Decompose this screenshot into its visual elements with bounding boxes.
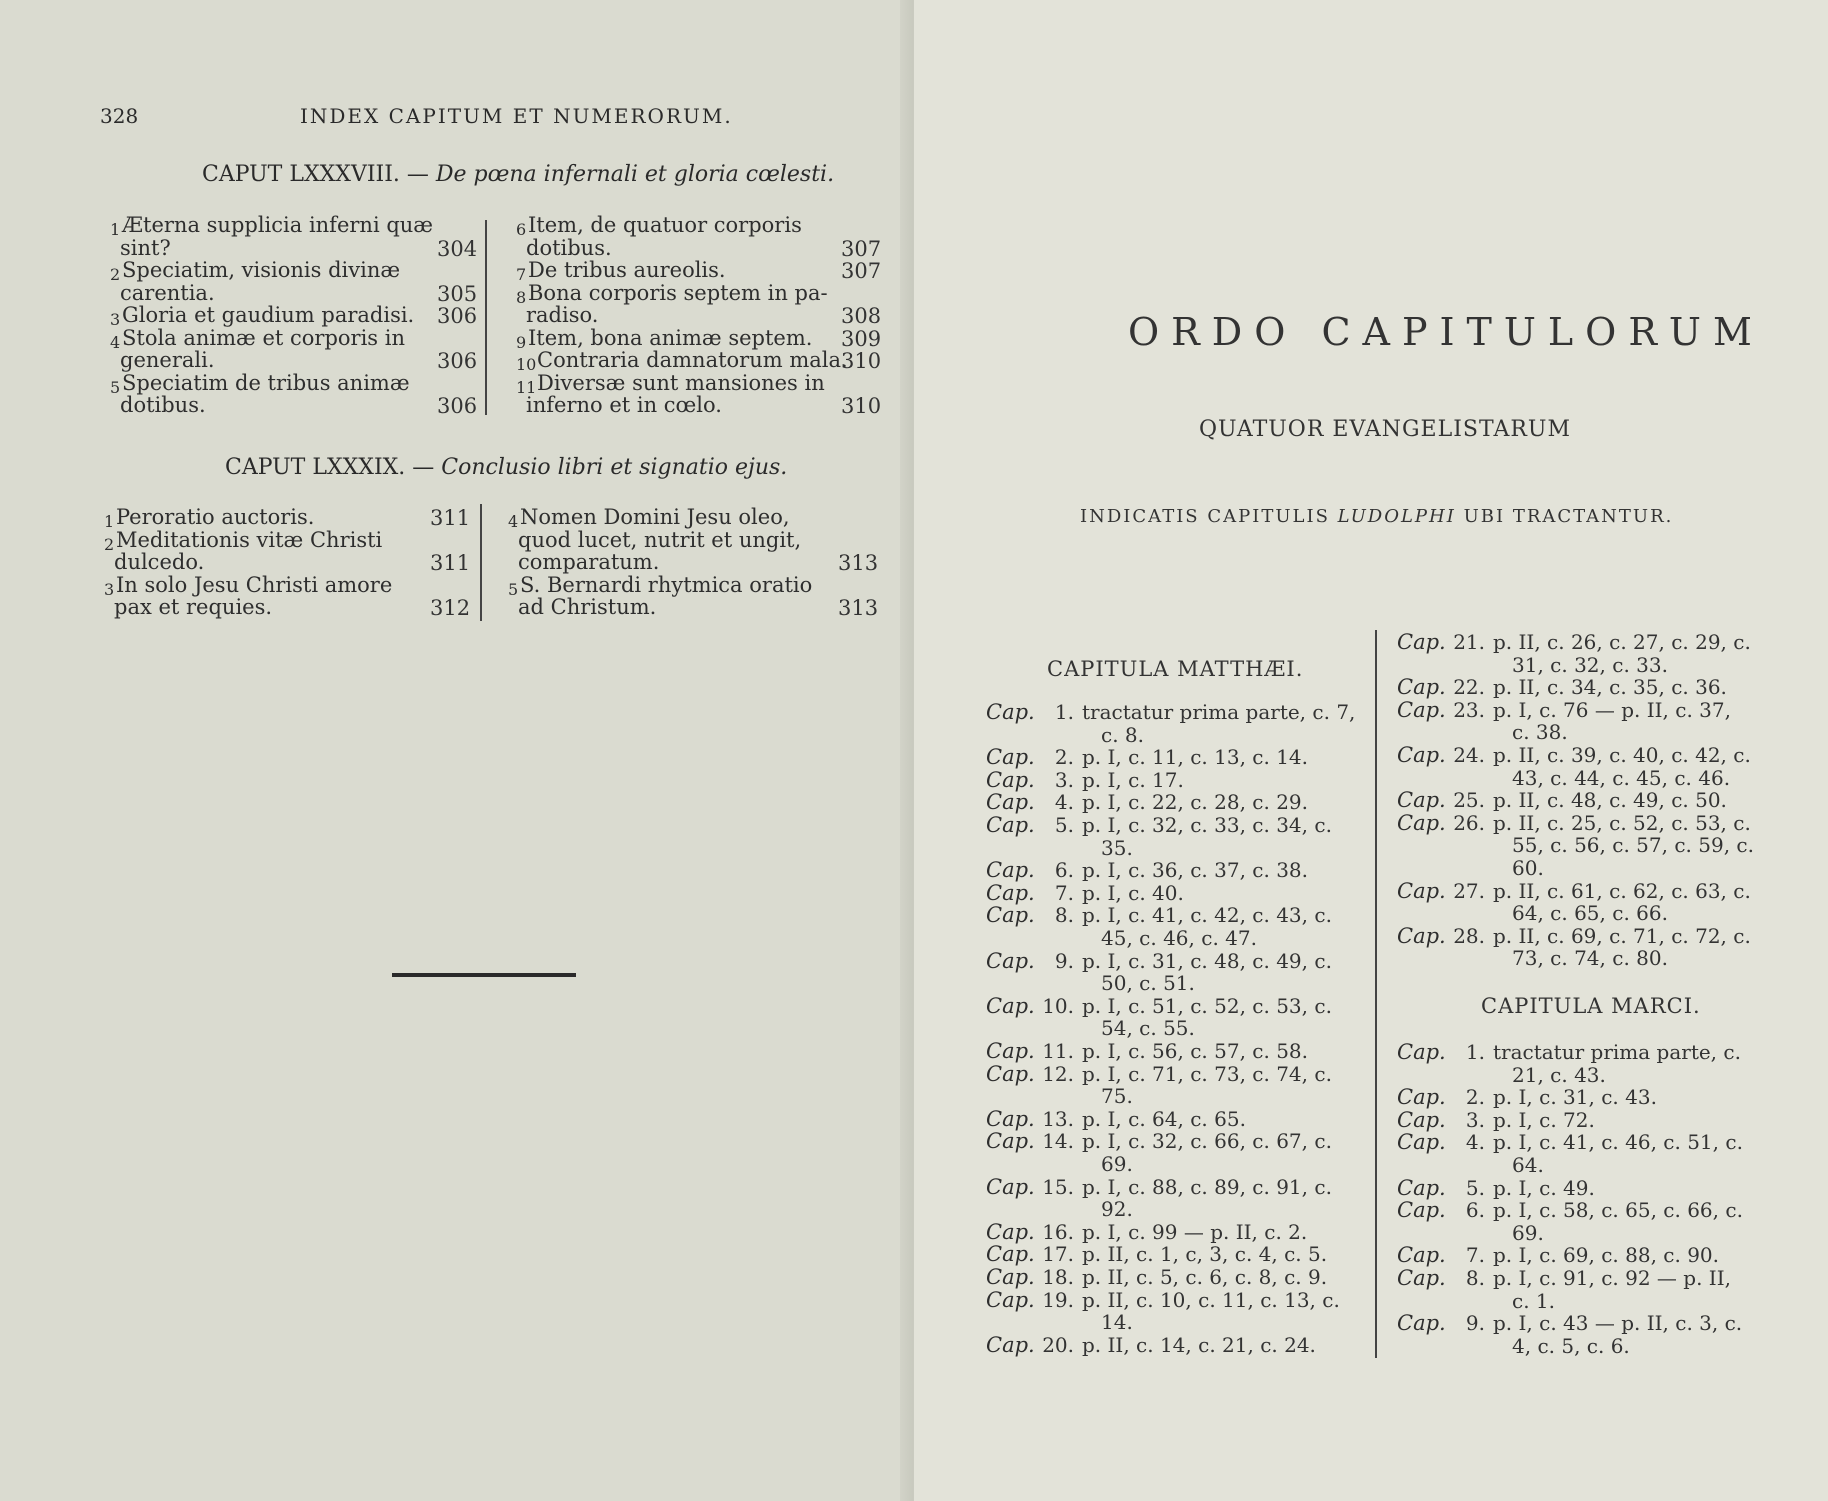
cap-number: 7. — [1465, 1243, 1485, 1268]
entry-number: 5 — [508, 579, 519, 599]
cap-reference: p. II, c. 1, c, 3, c. 4, c. 5. — [1082, 1242, 1328, 1267]
subtitle: QUATUOR EVANGELISTARUM — [1199, 417, 1571, 442]
cap-reference: 31, c. 32, c. 33. — [1512, 652, 1668, 677]
cap-reference: p. I, c. 56, c. 57, c. 58. — [1082, 1039, 1309, 1063]
cap-reference: tractatur prima parte, c. — [1493, 1040, 1741, 1064]
entry-number: 2 — [104, 534, 115, 554]
cap-reference: p. II, c. 10, c. 11, c. 13, c. — [1082, 1287, 1340, 1312]
cap-label: Cap. — [1397, 697, 1446, 722]
cap-number: 10. — [1042, 993, 1074, 1018]
cap-number: 20. — [1042, 1332, 1074, 1357]
cap-label: Cap. — [1397, 1130, 1446, 1155]
cap-label: Cap. — [1397, 1085, 1446, 1110]
cap-label: Cap. — [1397, 810, 1446, 835]
entry-number: 10 — [516, 355, 537, 374]
entry-text: Item, de quatuor corporis — [528, 213, 802, 237]
cap-reference: p. I, c. 58, c. 65, c. 66, c. — [1493, 1198, 1743, 1223]
cap-label: Cap. — [986, 1129, 1035, 1154]
entry-page-number: 308 — [841, 304, 882, 328]
cap-number: 27. — [1453, 878, 1485, 903]
cap-reference: p. I, c. 31, c. 48, c. 49, c. — [1082, 948, 1332, 973]
cap-number: 1. — [1054, 700, 1074, 724]
cap-number: 12. — [1042, 1061, 1074, 1086]
cap-number: 5. — [1465, 1175, 1485, 1200]
entry-text: Item, bona animæ septem. — [528, 325, 813, 350]
running-head: INDEX CAPITUM ET NUMERORUM. — [300, 104, 733, 128]
entry-page-number: 306 — [437, 304, 478, 328]
cap-number: 19. — [1042, 1287, 1074, 1312]
indicatis-pre: INDICATIS CAPITULIS — [1080, 506, 1330, 527]
caput-88-subtitle: De pœna infernali et gloria cœlesti. — [435, 162, 835, 187]
end-rule — [392, 973, 576, 977]
cap-reference: c. 1. — [1512, 1288, 1555, 1313]
cap-reference: 60. — [1512, 856, 1544, 880]
entry-number: 3 — [110, 310, 121, 329]
cap-label: Cap. — [1397, 630, 1446, 654]
cap-reference: p. I, c. 41, c. 46, c. 51, c. — [1493, 1130, 1743, 1155]
cap-label: Cap. — [1397, 878, 1446, 903]
entry-number: 2 — [110, 265, 121, 284]
cap-number: 3. — [1465, 1107, 1485, 1132]
entry-text: Diversæ sunt mansiones in — [537, 370, 825, 395]
entry-number: 9 — [516, 332, 527, 352]
right-page — [914, 0, 1828, 1501]
cap-reference: p. I, c. 49. — [1493, 1175, 1595, 1200]
cap-number: 2. — [1465, 1085, 1485, 1110]
entry-text: dulcedo. — [114, 550, 205, 574]
cap-reference: 73, c. 74, c. 80. — [1512, 946, 1668, 971]
column-divider — [480, 504, 482, 621]
entry-text: De tribus aureolis. — [528, 258, 726, 282]
cap-reference: 64, c. 65, c. 66. — [1512, 901, 1668, 926]
cap-number: 13. — [1042, 1106, 1074, 1131]
entry-number: 11 — [516, 377, 537, 397]
cap-reference: p. I, c. 99 — p. II, c. 2. — [1082, 1219, 1308, 1244]
cap-reference: p. I, c. 17. — [1082, 767, 1184, 792]
cap-number: 14. — [1042, 1129, 1074, 1154]
entry-text: radiso. — [526, 303, 599, 327]
main-title: ORDO CAPITULORUM — [1128, 310, 1764, 354]
cap-number: 11. — [1042, 1039, 1074, 1063]
cap-reference: p. I, c. 51, c. 52, c. 53, c. — [1082, 993, 1332, 1018]
capitula-matthaei-heading: CAPITULA MATTHÆI. — [1047, 657, 1304, 681]
cap-label: Cap. — [986, 1287, 1035, 1312]
cap-number: 4. — [1465, 1130, 1485, 1155]
cap-reference: p. I, c. 40. — [1082, 880, 1184, 905]
cap-label: Cap. — [1397, 1266, 1446, 1290]
entry-page-number: 305 — [437, 281, 478, 306]
cap-reference: c. 8. — [1101, 722, 1144, 747]
cap-number: 9. — [1054, 948, 1074, 973]
cap-reference: p. I, c. 32, c. 66, c. 67, c. — [1082, 1129, 1332, 1154]
cap-reference: p. I, c. 64, c. 65. — [1082, 1106, 1246, 1131]
cap-reference: 35. — [1101, 835, 1133, 860]
cap-reference: p. II, c. 69, c. 71, c. 72, c. — [1493, 923, 1751, 948]
cap-number: 24. — [1453, 743, 1485, 767]
cap-reference: 55, c. 56, c. 57, c. 59, c. — [1512, 833, 1754, 858]
entry-text: Stola animæ et corporis in — [122, 325, 405, 350]
entry-text: generali. — [120, 348, 215, 372]
cap-label: Cap. — [986, 1106, 1035, 1131]
cap-reference: p. II, c. 5, c. 6, c. 8, c. 9. — [1082, 1265, 1328, 1289]
cap-reference: p. II, c. 39, c. 40, c. 42, c. — [1493, 743, 1751, 767]
cap-reference: p. I, c. 72. — [1493, 1107, 1595, 1132]
entry-page-number: 311 — [430, 506, 471, 530]
cap-number: 18. — [1042, 1265, 1074, 1289]
cap-label: Cap. — [986, 1061, 1035, 1086]
cap-label: Cap. — [1397, 675, 1446, 700]
cap-label: Cap. — [986, 745, 1035, 770]
indicatis-line — [1080, 506, 1673, 527]
cap-label: Cap. — [1397, 1040, 1446, 1064]
entry-text: S. Bernardi rhytmica oratio — [520, 572, 813, 597]
cap-label: Cap. — [986, 700, 1035, 724]
entry-text: Peroratio auctoris. — [116, 505, 315, 529]
cap-reference: p. I, c. 69, c. 88, c. 90. — [1493, 1243, 1720, 1268]
cap-label: Cap. — [1397, 1107, 1446, 1132]
entry-text: dotibus. — [120, 393, 206, 417]
entry-number: 6 — [516, 220, 527, 239]
cap-label: Cap. — [1397, 923, 1446, 948]
entry-page-number: 307 — [841, 236, 882, 261]
page-number: 328 — [100, 104, 139, 128]
cap-number: 2. — [1054, 745, 1074, 770]
cap-reference: 69. — [1512, 1220, 1544, 1245]
cap-label: Cap. — [1397, 788, 1446, 813]
caput-89-heading — [225, 455, 787, 480]
cap-reference: p. I, c. 41, c. 42, c. 43, c. — [1082, 903, 1332, 928]
entry-text: quod lucet, nutrit et ungit, — [518, 527, 802, 552]
cap-label: Cap. — [1397, 1198, 1446, 1223]
entry-text: Bona corporis septem in pa- — [528, 280, 828, 305]
cap-number: 3. — [1054, 767, 1074, 792]
cap-number: 21. — [1453, 630, 1485, 654]
cap-label: Cap. — [986, 1039, 1035, 1063]
caput-89-subtitle: Conclusio libri et signatio ejus. — [441, 455, 788, 480]
entry-number: 8 — [516, 287, 527, 307]
cap-reference: 43, c. 44, c. 45, c. 46. — [1512, 765, 1731, 790]
entry-text: carentia. — [120, 280, 215, 305]
cap-reference: 64. — [1512, 1153, 1544, 1177]
cap-reference: p. I, c. 43 — p. II, c. 3, c. — [1493, 1311, 1743, 1336]
cap-label: Cap. — [986, 948, 1035, 973]
cap-label: Cap. — [986, 993, 1035, 1018]
caput-88-title: CAPUT LXXXVIII. — — [202, 162, 429, 187]
entry-number: 7 — [516, 265, 527, 284]
entry-text: In solo Jesu Christi amore — [116, 572, 393, 597]
entry-number: 1 — [110, 220, 121, 239]
entry-text: Speciatim, visionis divinæ — [122, 258, 401, 282]
cap-reference: 54, c. 55. — [1101, 1016, 1195, 1041]
cap-label: Cap. — [986, 790, 1035, 815]
entry-text: dotibus. — [526, 235, 612, 260]
entry-text: Gloria et gaudium paradisi. — [122, 303, 415, 327]
entry-text: ad Christum. — [518, 595, 657, 619]
cap-label: Cap. — [1397, 743, 1446, 767]
entry-number: 5 — [110, 377, 121, 397]
cap-label: Cap. — [986, 1174, 1035, 1199]
entry-page-number: 310 — [841, 394, 882, 418]
cap-reference: p. I, c. 71, c. 73, c. 74, c. — [1082, 1061, 1332, 1086]
cap-number: 25. — [1453, 788, 1485, 813]
cap-label: Cap. — [986, 1265, 1035, 1289]
cap-reference: 75. — [1101, 1084, 1133, 1109]
capitula-marci-heading: CAPITULA MARCI. — [1481, 994, 1701, 1018]
entry-text: pax et requies. — [114, 595, 273, 619]
column-divider — [1375, 630, 1377, 1358]
cap-number: 1. — [1465, 1040, 1485, 1064]
cap-reference: p. I, c. 22, c. 28, c. 29. — [1082, 790, 1309, 815]
caput-89-title: CAPUT LXXXIX. — — [225, 455, 435, 480]
entry-page-number: 312 — [430, 596, 471, 620]
cap-label: Cap. — [986, 1242, 1035, 1267]
cap-reference: p. I, c. 11, c. 13, c. 14. — [1082, 745, 1309, 770]
cap-reference: 21, c. 43. — [1512, 1062, 1606, 1087]
entry-text: comparatum. — [518, 550, 660, 574]
cap-label: Cap. — [986, 903, 1035, 928]
entry-text: Contraria damnatorum mala. — [537, 348, 848, 372]
entry-page-number: 309 — [841, 326, 882, 351]
cap-number: 26. — [1453, 810, 1485, 835]
cap-label: Cap. — [986, 858, 1035, 883]
cap-reference: c. 38. — [1512, 720, 1568, 745]
cap-reference: p. II, c. 61, c. 62, c. 63, c. — [1493, 878, 1751, 903]
cap-reference: p. II, c. 26, c. 27, c. 29, c. — [1493, 630, 1751, 654]
entry-text: Speciatim de tribus animæ — [122, 370, 410, 395]
cap-label: Cap. — [986, 1332, 1035, 1357]
entry-text: Meditationis vitæ Christi — [116, 527, 383, 552]
entry-number: 3 — [104, 579, 115, 599]
cap-reference: p. I, c. 36, c. 37, c. 38. — [1082, 858, 1309, 883]
cap-number: 28. — [1453, 923, 1485, 948]
entry-text: sint? — [120, 235, 171, 260]
entry-page-number: 304 — [437, 236, 478, 261]
entry-page-number: 313 — [838, 596, 879, 620]
entry-text: inferno et in cœlo. — [526, 393, 722, 417]
cap-label: Cap. — [986, 1219, 1035, 1244]
entry-number: 4 — [110, 332, 121, 352]
cap-number: 4. — [1054, 790, 1074, 815]
column-divider — [485, 220, 487, 415]
cap-label: Cap. — [1397, 1243, 1446, 1268]
cap-reference: tractatur prima parte, c. 7, — [1082, 700, 1356, 724]
cap-number: 15. — [1042, 1174, 1074, 1199]
indicatis-name: LUDOLPHI — [1337, 506, 1456, 527]
cap-reference: p. II, c. 48, c. 49, c. 50. — [1493, 788, 1727, 813]
cap-label: Cap. — [986, 767, 1035, 792]
cap-reference: p. I, c. 91, c. 92 — p. II, — [1493, 1266, 1731, 1290]
cap-number: 6. — [1054, 858, 1074, 883]
cap-reference: p. II, c. 14, c. 21, c. 24. — [1082, 1332, 1316, 1357]
cap-label: Cap. — [1397, 1311, 1446, 1336]
entry-page-number: 307 — [841, 259, 882, 283]
cap-number: 8. — [1465, 1266, 1485, 1290]
entry-page-number: 306 — [437, 349, 478, 373]
entry-number: 4 — [508, 512, 519, 531]
entry-text: Æterna supplicia inferni quæ — [122, 213, 434, 237]
cap-number: 8. — [1054, 903, 1074, 928]
entry-page-number: 310 — [841, 349, 882, 373]
cap-number: 7. — [1054, 880, 1074, 905]
cap-number: 5. — [1054, 813, 1074, 837]
entry-page-number: 313 — [838, 551, 879, 575]
cap-reference: 69. — [1101, 1152, 1133, 1176]
entry-number: 1 — [104, 512, 115, 531]
caput-88-heading — [202, 162, 834, 187]
cap-number: 16. — [1042, 1219, 1074, 1244]
cap-number: 6. — [1465, 1198, 1485, 1223]
cap-number: 22. — [1453, 675, 1485, 700]
cap-number: 23. — [1453, 697, 1485, 722]
cap-reference: 45, c. 46, c. 47. — [1101, 926, 1257, 950]
cap-reference: 4, c. 5, c. 6. — [1512, 1333, 1630, 1358]
cap-reference: p. I, c. 32, c. 33, c. 34, c. — [1082, 813, 1332, 837]
entry-page-number: 306 — [437, 394, 478, 418]
cap-number: 17. — [1042, 1242, 1074, 1267]
cap-label: Cap. — [986, 813, 1035, 837]
entry-page-number: 311 — [430, 551, 471, 575]
cap-reference: 50, c. 51. — [1101, 971, 1195, 996]
cap-reference: p. I, c. 31, c. 43. — [1493, 1085, 1657, 1110]
cap-label: Cap. — [986, 880, 1035, 905]
entry-text: Nomen Domini Jesu oleo, — [520, 505, 790, 529]
cap-number: 9. — [1465, 1311, 1485, 1336]
cap-label: Cap. — [1397, 1175, 1446, 1200]
cap-reference: p. I, c. 88, c. 89, c. 91, c. — [1082, 1174, 1332, 1199]
cap-reference: 14. — [1101, 1310, 1133, 1335]
cap-reference: p. II, c. 25, c. 52, c. 53, c. — [1493, 810, 1751, 835]
indicatis-post: UBI TRACTANTUR. — [1463, 506, 1674, 527]
cap-reference: 92. — [1101, 1197, 1133, 1222]
cap-reference: p. II, c. 34, c. 35, c. 36. — [1493, 675, 1727, 700]
cap-reference: p. I, c. 76 — p. II, c. 37, — [1493, 697, 1731, 722]
